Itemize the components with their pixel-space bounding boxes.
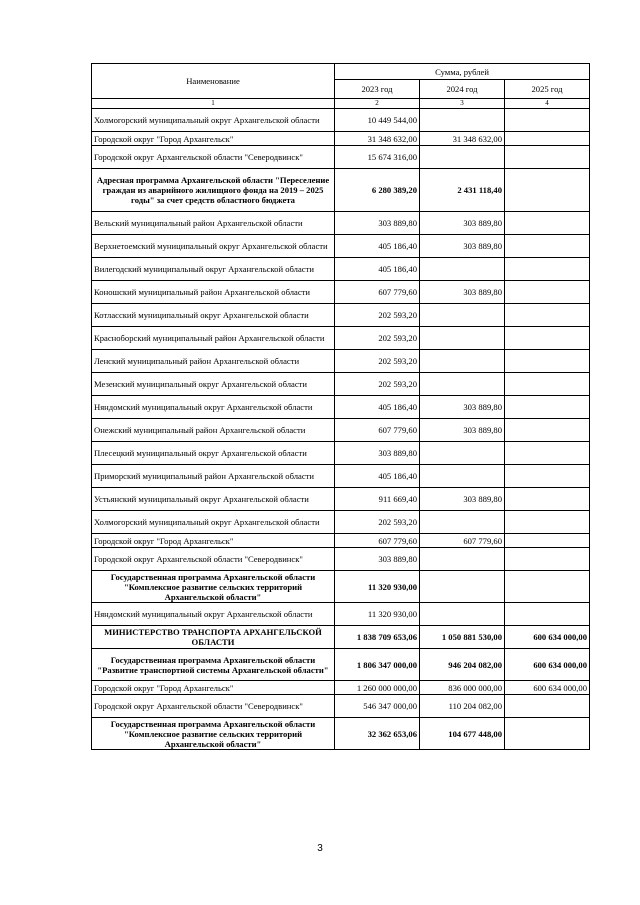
value-2023: 1 260 000 000,00 <box>335 681 420 695</box>
value-2025 <box>505 465 590 488</box>
value-2025 <box>505 350 590 373</box>
value-2023: 405 186,40 <box>335 258 420 281</box>
value-2023: 303 889,80 <box>335 212 420 235</box>
row-name: Государственная программа Архангельской области "Комплексное развитие сельских территорий Архангельской области" <box>92 718 335 750</box>
value-2023: 202 593,20 <box>335 373 420 396</box>
value-2025 <box>505 132 590 146</box>
header-name: Наименование <box>92 64 335 99</box>
row-name: Городской округ "Город Архангельск" <box>92 132 335 146</box>
value-2025 <box>505 304 590 327</box>
header-sum: Сумма, рублей <box>335 64 590 80</box>
header-year-2025: 2025 год <box>505 80 590 99</box>
value-2025 <box>505 442 590 465</box>
value-2023: 202 593,20 <box>335 350 420 373</box>
table-row <box>92 132 590 146</box>
table-row <box>92 304 590 327</box>
row-name: Ленский муниципальный район Архангельской области <box>92 350 335 373</box>
value-2025 <box>505 235 590 258</box>
row-name: Адресная программа Архангельской области "Переселение граждан из аварийного жилищного фонда на 2019 – 2025 годы" за счет средств областного бюджета <box>92 169 335 212</box>
value-2024: 303 889,80 <box>420 281 505 304</box>
value-2024 <box>420 327 505 350</box>
table-row <box>92 649 590 681</box>
value-2023: 405 186,40 <box>335 396 420 419</box>
table-row <box>92 281 590 304</box>
value-2024: 110 204 082,00 <box>420 695 505 718</box>
value-2024 <box>420 571 505 603</box>
table-row <box>92 350 590 373</box>
table-row <box>92 571 590 603</box>
value-2024 <box>420 304 505 327</box>
value-2023: 405 186,40 <box>335 235 420 258</box>
table-row <box>92 465 590 488</box>
value-2025: 600 634 000,00 <box>505 626 590 649</box>
table-header <box>92 64 590 109</box>
value-2023: 607 779,60 <box>335 281 420 304</box>
value-2025 <box>505 511 590 534</box>
row-name: Няндомский муниципальный округ Архангельской области <box>92 603 335 626</box>
row-name: Верхнетоемский муниципальный округ Архангельской области <box>92 235 335 258</box>
value-2024 <box>420 373 505 396</box>
table-row <box>92 681 590 695</box>
table-row <box>92 212 590 235</box>
table-row <box>92 534 590 548</box>
table-row <box>92 146 590 169</box>
header-year-2023: 2023 год <box>335 80 420 99</box>
value-2025 <box>505 571 590 603</box>
value-2025 <box>505 718 590 750</box>
row-name: Государственная программа Архангельской области "Развитие транспортной системы Архангельской области" <box>92 649 335 681</box>
table-body <box>92 109 590 750</box>
value-2024 <box>420 109 505 132</box>
value-2025 <box>505 146 590 169</box>
value-2023: 6 280 389,20 <box>335 169 420 212</box>
row-name: Холмогорский муниципальный округ Архангельской области <box>92 109 335 132</box>
value-2024 <box>420 603 505 626</box>
value-2025: 600 634 000,00 <box>505 681 590 695</box>
row-name: Городской округ "Город Архангельск" <box>92 534 335 548</box>
value-2024: 303 889,80 <box>420 419 505 442</box>
row-name: Няндомский муниципальный округ Архангельской области <box>92 396 335 419</box>
row-name: Городской округ Архангельской области "Северодвинск" <box>92 146 335 169</box>
value-2023: 32 362 653,06 <box>335 718 420 750</box>
row-name: Городской округ Архангельской области "Северодвинск" <box>92 548 335 571</box>
row-name: Приморский муниципальный район Архангельской области <box>92 465 335 488</box>
row-name: Плесецкий муниципальный округ Архангельской области <box>92 442 335 465</box>
value-2024 <box>420 511 505 534</box>
document-page <box>91 63 589 750</box>
table-row <box>92 548 590 571</box>
value-2024: 2 431 118,40 <box>420 169 505 212</box>
row-name: Вилегодский муниципальный округ Архангельской области <box>92 258 335 281</box>
value-2023: 11 320 930,00 <box>335 571 420 603</box>
row-name: Красноборский муниципальный район Архангельской области <box>92 327 335 350</box>
value-2023: 31 348 632,00 <box>335 132 420 146</box>
row-name: Мезенский муниципальный округ Архангельской области <box>92 373 335 396</box>
table-row <box>92 109 590 132</box>
value-2025 <box>505 169 590 212</box>
row-name: МИНИСТЕРСТВО ТРАНСПОРТА АРХАНГЕЛЬСКОЙ ОБЛАСТИ <box>92 626 335 649</box>
column-index: 4 <box>505 99 590 109</box>
value-2023: 202 593,20 <box>335 511 420 534</box>
table-row <box>92 511 590 534</box>
row-name: Котласский муниципальный округ Архангельской области <box>92 304 335 327</box>
table-row <box>92 373 590 396</box>
value-2025 <box>505 419 590 442</box>
table-row <box>92 419 590 442</box>
value-2024: 607 779,60 <box>420 534 505 548</box>
value-2024: 104 677 448,00 <box>420 718 505 750</box>
value-2024 <box>420 258 505 281</box>
value-2023: 303 889,80 <box>335 442 420 465</box>
row-name: Городской округ "Город Архангельск" <box>92 681 335 695</box>
value-2025 <box>505 603 590 626</box>
value-2024: 1 050 881 530,00 <box>420 626 505 649</box>
value-2023: 1 806 347 000,00 <box>335 649 420 681</box>
table-row <box>92 488 590 511</box>
table-row <box>92 603 590 626</box>
value-2024: 31 348 632,00 <box>420 132 505 146</box>
budget-table <box>91 63 590 750</box>
value-2023: 607 779,60 <box>335 534 420 548</box>
value-2024 <box>420 548 505 571</box>
value-2025 <box>505 396 590 419</box>
column-index: 1 <box>92 99 335 109</box>
value-2024: 303 889,80 <box>420 396 505 419</box>
row-name: Вельский муниципальный район Архангельской области <box>92 212 335 235</box>
value-2024: 303 889,80 <box>420 212 505 235</box>
value-2023: 202 593,20 <box>335 327 420 350</box>
value-2025 <box>505 109 590 132</box>
value-2025 <box>505 327 590 350</box>
row-name: Онежский муниципальный район Архангельской области <box>92 419 335 442</box>
value-2025 <box>505 212 590 235</box>
value-2023: 15 674 316,00 <box>335 146 420 169</box>
column-index: 3 <box>420 99 505 109</box>
value-2025 <box>505 534 590 548</box>
value-2025 <box>505 548 590 571</box>
value-2023: 911 669,40 <box>335 488 420 511</box>
column-index: 2 <box>335 99 420 109</box>
table-row <box>92 169 590 212</box>
value-2024: 836 000 000,00 <box>420 681 505 695</box>
value-2024: 303 889,80 <box>420 235 505 258</box>
value-2023: 1 838 709 653,06 <box>335 626 420 649</box>
value-2023: 303 889,80 <box>335 548 420 571</box>
table-row <box>92 396 590 419</box>
value-2024: 303 889,80 <box>420 488 505 511</box>
value-2023: 10 449 544,00 <box>335 109 420 132</box>
value-2023: 546 347 000,00 <box>335 695 420 718</box>
value-2023: 202 593,20 <box>335 304 420 327</box>
value-2023: 607 779,60 <box>335 419 420 442</box>
header-year-2024: 2024 год <box>420 80 505 99</box>
table-row <box>92 258 590 281</box>
row-name: Холмогорский муниципальный округ Архангельской области <box>92 511 335 534</box>
table-row <box>92 442 590 465</box>
value-2025 <box>505 695 590 718</box>
value-2024 <box>420 442 505 465</box>
table-row <box>92 695 590 718</box>
table-row <box>92 327 590 350</box>
value-2024: 946 204 082,00 <box>420 649 505 681</box>
value-2024 <box>420 350 505 373</box>
row-name: Устьянский муниципальный округ Архангельской области <box>92 488 335 511</box>
value-2024 <box>420 146 505 169</box>
row-name: Коношский муниципальный район Архангельской области <box>92 281 335 304</box>
page-number: 3 <box>317 843 323 854</box>
table-row <box>92 626 590 649</box>
value-2025 <box>505 258 590 281</box>
value-2025: 600 634 000,00 <box>505 649 590 681</box>
value-2025 <box>505 488 590 511</box>
value-2024 <box>420 465 505 488</box>
row-name: Городской округ Архангельской области "Северодвинск" <box>92 695 335 718</box>
table-row <box>92 235 590 258</box>
table-row <box>92 718 590 750</box>
row-name: Государственная программа Архангельской области "Комплексное развитие сельских территорий Архангельской области" <box>92 571 335 603</box>
value-2025 <box>505 373 590 396</box>
value-2025 <box>505 281 590 304</box>
value-2023: 405 186,40 <box>335 465 420 488</box>
value-2023: 11 320 930,00 <box>335 603 420 626</box>
